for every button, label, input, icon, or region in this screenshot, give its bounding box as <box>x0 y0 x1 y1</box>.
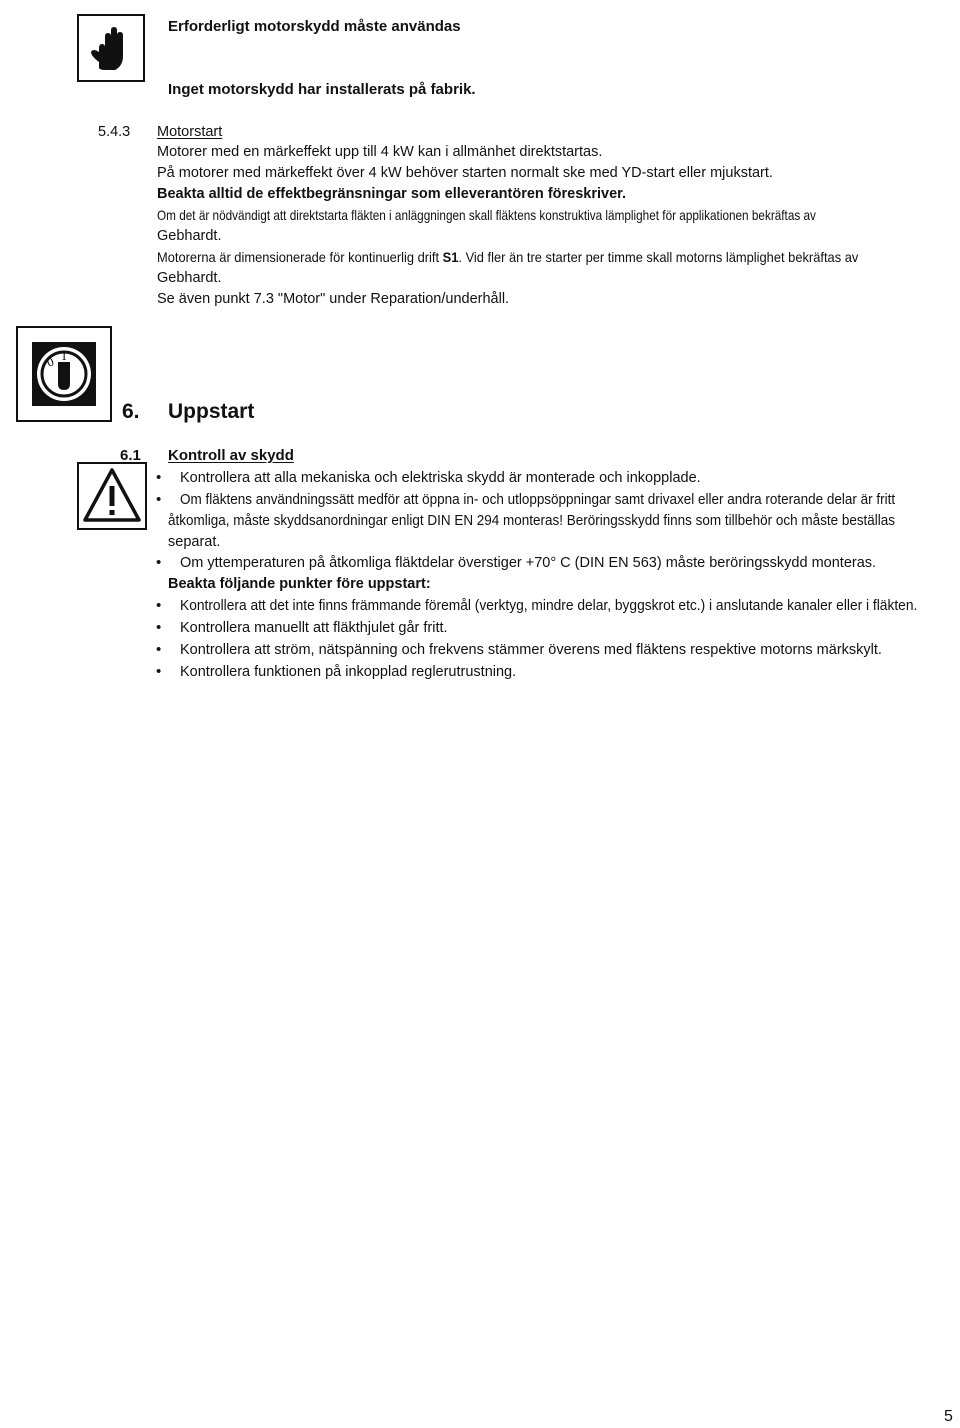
motorstart-line-3-bold: Beakta alltid de effektbegränsningar som elleverantören föreskriver. <box>157 186 627 202</box>
warning-triangle-icon <box>79 464 145 528</box>
bullet-2: • <box>156 491 162 508</box>
switch-off-label: 0 <box>44 355 57 370</box>
bullet-4: • <box>156 597 162 614</box>
para2-pre: Motorerna är dimensionerade för kontinuerlig drift <box>157 249 443 265</box>
section-number-6: 6. <box>122 400 140 423</box>
stop-hand-icon <box>79 16 143 80</box>
motorstart-para1-line1-text: Om det är nödvändigt att direktstarta fläkten i anläggningen skall fläktens konstruktiva lämplighet för applikationen bekräftas av <box>157 207 816 223</box>
para2-post: . Vid fler än tre starter per timme skall motorns lämplighet bekräftas av <box>458 249 859 265</box>
check-item-c4: Kontrollera funktionen på inkopplad reglerutrustning. <box>180 664 517 680</box>
check-item-c3: Kontrollera att ström, nätspänning och frekvens stämmer överens med fläktens respektive motorns märkskylt. <box>180 642 882 658</box>
bullet-3: • <box>156 554 162 571</box>
no-motor-protection-installed: Inget motorskydd har installerats på fabrik. <box>168 81 476 98</box>
check-item-b1: Kontrollera att alla mekaniska och elektriska skydd är monterade och inkopplade. <box>180 470 701 486</box>
switch-icon-square <box>32 342 96 406</box>
motorstart-para3: Se även punkt 7.3 "Motor" under Reparation/underhåll. <box>157 291 510 307</box>
section-title-uppstart: Uppstart <box>168 400 255 423</box>
section-title-kontroll-av-skydd: Kontroll av skydd <box>168 447 294 464</box>
section-number-5-4-3: 5.4.3 <box>98 124 131 140</box>
check-item-b2-line1-text: Om fläktens användningssätt medför att öppna in- och utloppsöppningar samt drivaxel eller andra roterande delar är fritt <box>180 492 896 508</box>
motorstart-line-1: Motorer med en märkeffekt upp till 4 kW kan i allmänhet direktstartas. <box>157 144 603 160</box>
warning-triangle-icon-box <box>77 462 147 530</box>
subheading-before-startup: Beakta följande punkter före uppstart: <box>168 576 431 592</box>
para2-s1: S1 <box>442 249 459 265</box>
bullet-5: • <box>156 619 162 636</box>
motorstart-para1-line1 <box>157 205 941 226</box>
check-item-b2-line2 <box>168 511 950 532</box>
check-item-c1-text: Kontrollera att det inte finns främmande föremål (verktyg, mindre delar, byggskrot etc.) i anslutande kanaler eller i fläkten. <box>180 598 918 614</box>
check-item-b2-line3: separat. <box>168 534 221 550</box>
motor-protection-required: Erforderligt motorskydd måste användas <box>168 18 461 35</box>
section-number-6-1: 6.1 <box>120 447 141 464</box>
bullet-6: • <box>156 641 162 658</box>
motorstart-para2-line1 <box>157 247 919 268</box>
check-item-b2-line1 <box>180 490 949 511</box>
check-item-b2-line2-text: åtkomliga, måste skyddsanordningar enligt DIN EN 294 monteras! Beröringsskydd finns som tillbehör och måste beställas <box>168 513 896 529</box>
bullet-1: • <box>156 469 162 486</box>
switch-icon-box <box>16 326 112 422</box>
check-item-c1 <box>180 596 956 617</box>
motorstart-line-2: På motorer med märkeffekt över 4 kW behöver starten normalt ske med YD-start eller mjukstart. <box>157 165 773 181</box>
hand-warning-icon-box <box>77 14 145 82</box>
section-title-motorstart: Motorstart <box>157 124 223 140</box>
page-number: 5 <box>944 1408 953 1425</box>
check-item-b3: Om yttemperaturen på åtkomliga fläktdelar överstiger +70° C (DIN EN 563) måste beröringsskydd monteras. <box>180 555 877 571</box>
motorstart-para2-line1-text <box>157 247 858 268</box>
motorstart-para1-line2: Gebhardt. <box>157 228 222 244</box>
check-item-c2: Kontrollera manuellt att fläkthjulet går fritt. <box>180 620 448 636</box>
switch-on-label: I <box>62 350 67 363</box>
motorstart-para2-line2: Gebhardt. <box>157 270 222 286</box>
bullet-7: • <box>156 663 162 680</box>
